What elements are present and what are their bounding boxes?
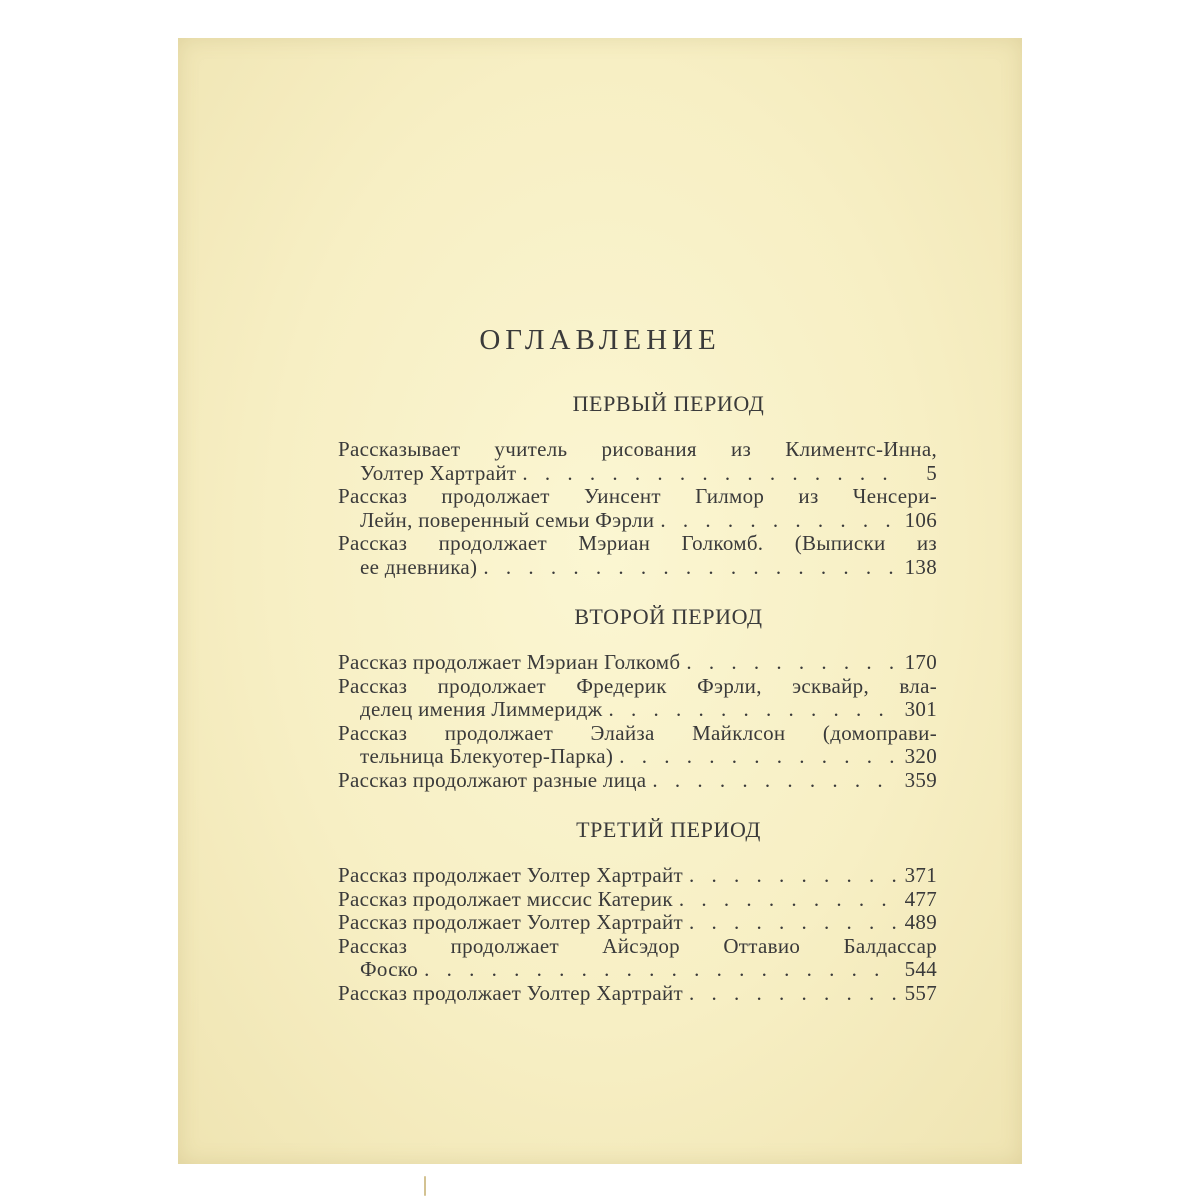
dot-leader	[602, 698, 897, 722]
entry-text-line: ее дневника)	[360, 554, 478, 579]
paper-mark	[424, 1176, 426, 1196]
page-number: 170	[904, 650, 937, 674]
dot-leader	[646, 769, 897, 793]
entry-text-line: Рассказ продолжает Уинсент Гилмор из Ченсери-	[338, 484, 937, 508]
section-heading: ПЕРВЫЙ ПЕРИОД	[572, 391, 765, 416]
entry-text-line: Рассказ продолжает Уолтер Хартрайт	[338, 863, 684, 887]
entry-text-line: Рассказ продолжает Фредерик Фэрли, эсквайр, вла-	[338, 673, 937, 698]
entry-text-line: Рассказ продолжает Айсэдор Оттавио Балдассар	[338, 933, 937, 958]
page-number: 557	[904, 980, 937, 1005]
dot-leader	[683, 864, 897, 888]
toc-entry	[338, 675, 937, 722]
page-number: 371	[904, 863, 937, 887]
page-number: 301	[904, 697, 937, 721]
toc-entry	[338, 485, 937, 532]
entry-text-line: Рассказ продолжает Мэриан Голкомб. (Выписки из	[338, 531, 937, 555]
entry-text-line: Рассказ продолжает Элайза Майклсон (домоправи-	[338, 720, 937, 745]
dot-leader	[683, 982, 897, 1006]
section-heading: ТРЕТИЙ ПЕРИОД	[576, 817, 761, 842]
entry-text-line: Рассказ продолжают разные лица	[338, 767, 647, 792]
toc-entry	[338, 438, 937, 485]
page-number: 320	[904, 744, 937, 768]
toc-entry	[338, 982, 937, 1006]
entry-text-line: тельница Блекуотер-Парка)	[360, 744, 614, 768]
entry-text-line: Лейн, поверенный семьи Фэрли	[360, 507, 655, 532]
toc-entry	[338, 935, 937, 982]
dot-leader	[654, 509, 897, 533]
page-number: 489	[904, 910, 937, 934]
entry-text-line: Рассказывает учитель рисования из Климентс-Инна,	[338, 437, 937, 461]
toc-entry	[338, 651, 937, 675]
dot-leader	[418, 958, 897, 982]
page-title: ОГЛАВЛЕНИЕ	[479, 324, 721, 356]
book-page	[178, 38, 1022, 1164]
page-number: 106	[904, 507, 937, 532]
dot-leader	[680, 651, 897, 675]
entry-text-line: Рассказ продолжает Мэриан Голкомб	[338, 650, 681, 674]
toc-entry	[338, 769, 937, 793]
page-number: 544	[904, 957, 937, 981]
entry-text-line: Фоско	[360, 957, 419, 981]
page-number: 359	[904, 767, 937, 792]
dot-leader	[613, 745, 897, 769]
page-number: 138	[904, 554, 937, 579]
toc-section-third-period	[338, 816, 937, 1005]
toc-entry	[338, 888, 937, 912]
entry-text-line: Уолтер Хартрайт	[360, 460, 517, 485]
entry-text-line: делец имения Лиммеридж	[360, 697, 603, 721]
dot-leader	[673, 888, 897, 912]
toc-entry	[338, 864, 937, 888]
toc-entry	[338, 722, 937, 769]
table-of-contents	[338, 390, 937, 1005]
toc-entry	[338, 532, 937, 579]
dot-leader	[683, 911, 897, 935]
entry-text-line: Рассказ продолжает Уолтер Хартрайт	[338, 910, 684, 934]
toc-entry	[338, 911, 937, 935]
dot-leader	[516, 462, 897, 486]
toc-section-first-period	[338, 390, 937, 579]
page-number: 477	[904, 886, 937, 911]
entry-text-line: Рассказ продолжает Уолтер Хартрайт	[338, 980, 684, 1005]
entry-text-line: Рассказ продолжает миссис Катерик	[338, 886, 673, 911]
section-heading: ВТОРОЙ ПЕРИОД	[574, 604, 763, 629]
dot-leader	[477, 556, 897, 580]
page-number: 5	[926, 460, 937, 485]
toc-section-second-period	[338, 603, 937, 792]
